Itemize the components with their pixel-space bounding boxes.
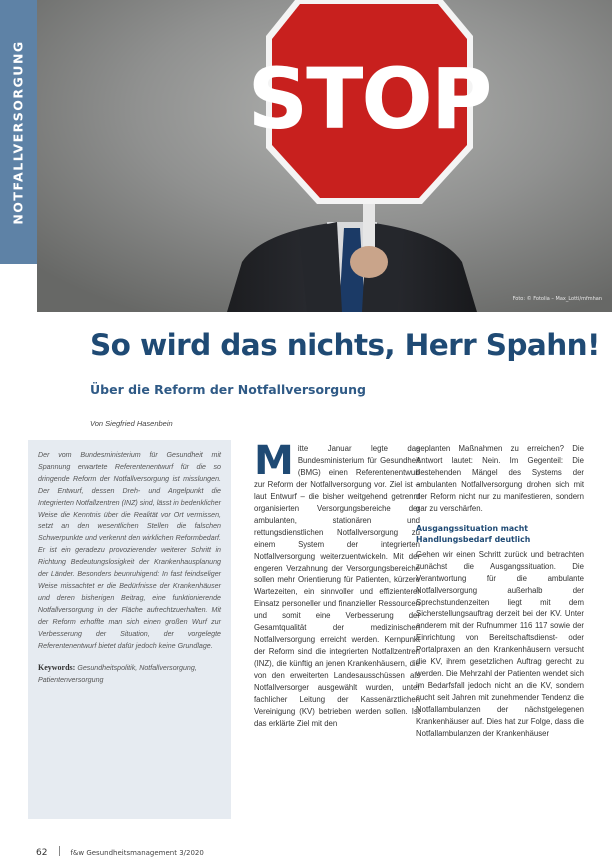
article-subtitle: Über die Reform der Notfallversorgung [90, 382, 366, 397]
article-title: So wird das nichts, Herr Spahn! [90, 328, 600, 362]
body-column-1 [254, 438, 420, 730]
body-col2-text: Gehen wir einen Schritt zurück und betrachten zunächst die Ausgangssituation. Die Verantwortung für die ambulante Notfallversorgung außerhalb der Sprechstundenzeiten liegt mit dem Sicherstellungsauftrag derzeit bei der KV. Unter anderem mit der Rufnummer 116 117 sowie der Einrichtung von Bereitschaftsdienst- oder Portalpraxen an den Krankenhäusern versucht die KV, ihrem gesetzlichen Auftrag gerecht zu werden. Die Mehrzahl der Patienten wendet sich im Bedarfsfall jedoch nicht an die KV, sondern sucht seit Jahren mit zunehmender Tendenz die Notfallambulanzen der nächstgelegenen Krankenhäuser auf. Dies hat zur Folge, dass die Notfallambulanzen der Krankenhäuser [416, 549, 584, 739]
article-author: Von Siegfried Hasenbein [90, 419, 173, 428]
keywords [38, 662, 221, 687]
section-label: NOTFALLVERSORGUNG [11, 39, 27, 225]
body-col1-text: itte Januar legte das Bundesministerium für Gesundheit (BMG) einen Referentenentwurf zur Reform der Notfallversorgung vor. Ziel ist – laut Entwurf – die bisher weitgehend getrennt organisierten Versorgungsbereiche der ambulanten, stationären und rettungsdienstlichen Notfallversorgung zu einem System der integrierten Notfallversorgung weiterzuentwickeln. Mit der engeren Verzahnung der Versorgungsbereiche sollen mehr Orientierung für Patienten, kürzere Wartezeiten, ein sinnvoller und effizienterer Einsatz personeller und finanzieller Ressourcen und somit eine Verbesserung der Gesamtqualität der medizinischen Notfallversorgung erreicht werden. Kernpunkt der Reform sind die integrierten Notfallzentren (INZ), die künftig an jenen Krankenhäusern, die von den erweiterten Landesausschüssen als Notfallversorger ausgewählt wurden, unter fachlicher Leitung der Kassenärztlichen Vereinigung (KV) betrieben werden sollen. Ist das erklärte Ziel mit den [254, 444, 420, 728]
section-label-wrap [0, 0, 37, 264]
keywords-list: Gesundheitspolitik, Notfallversorgung, Patientenversorgung [38, 664, 197, 685]
page-footer [36, 846, 204, 858]
photo-credit: Foto: © Fotolia – Max_Lotti/mfmhan [512, 296, 602, 302]
keywords-label: Keywords: [38, 663, 76, 673]
page-number: 62 [36, 848, 48, 858]
stop-sign-text: STOP [247, 50, 491, 148]
section-heading: Ausgangssituation macht Handlungsbedarf deutlich [416, 523, 531, 545]
journal-name: f&w Gesundheitsmanagement 3/2020 [70, 849, 204, 857]
drop-cap: M [254, 438, 294, 484]
body-col2-intro: geplanten Maßnahmen zu erreichen? Die Antwort lautet: Nein. Im Gegenteil: Die bestehenden Mängel des Systems der ambulanten Notfallversorgung drohen sich mit der Reform nicht nur zu manifestieren, sondern gar zu verschärfen. [416, 444, 584, 513]
hero-photo [37, 0, 612, 312]
hero-illustration [37, 0, 612, 312]
abstract-box [28, 440, 231, 819]
body-column-2 [416, 443, 584, 740]
footer-separator [59, 846, 60, 856]
abstract-text: Der vom Bundesministerium für Gesundheit mit Spannung erwartete Referentenentwurf für die so dringende Reform der Notfallversorgung ist misslungen. Der Entwurf, dessen Dreh- und Angelpunkt die Integrierten Notfallzentren (INZ) sind, lässt in bedenklicher Weise die Kenntnis über die Realität vor Ort vermissen, setzt an den wesentlichen Stellen die falschen Schwerpunkte und verkennt den wirklichen Reformbedarf. Er ist ein geradezu provozierender weiterer Schritt in Richtung Bedeutungslosigkeit der Krankenhausplanung der Länder. Besonders beunruhigend: In fast feindseliger Weise missachtet er die Bedürfnisse der Krankenhäuser und deren bisherigen Beitrag, eine funktionierende Notfallversorgung in der Fläche aufrechtzuerhalten. Mit der Reform erhoffte man sich einen großen Wurf zur Verbesserung der Situation, der vorgelegte Referentenentwurf bietet dafür jedoch keine Grundlage. [38, 451, 221, 650]
hand-shape [350, 246, 388, 278]
